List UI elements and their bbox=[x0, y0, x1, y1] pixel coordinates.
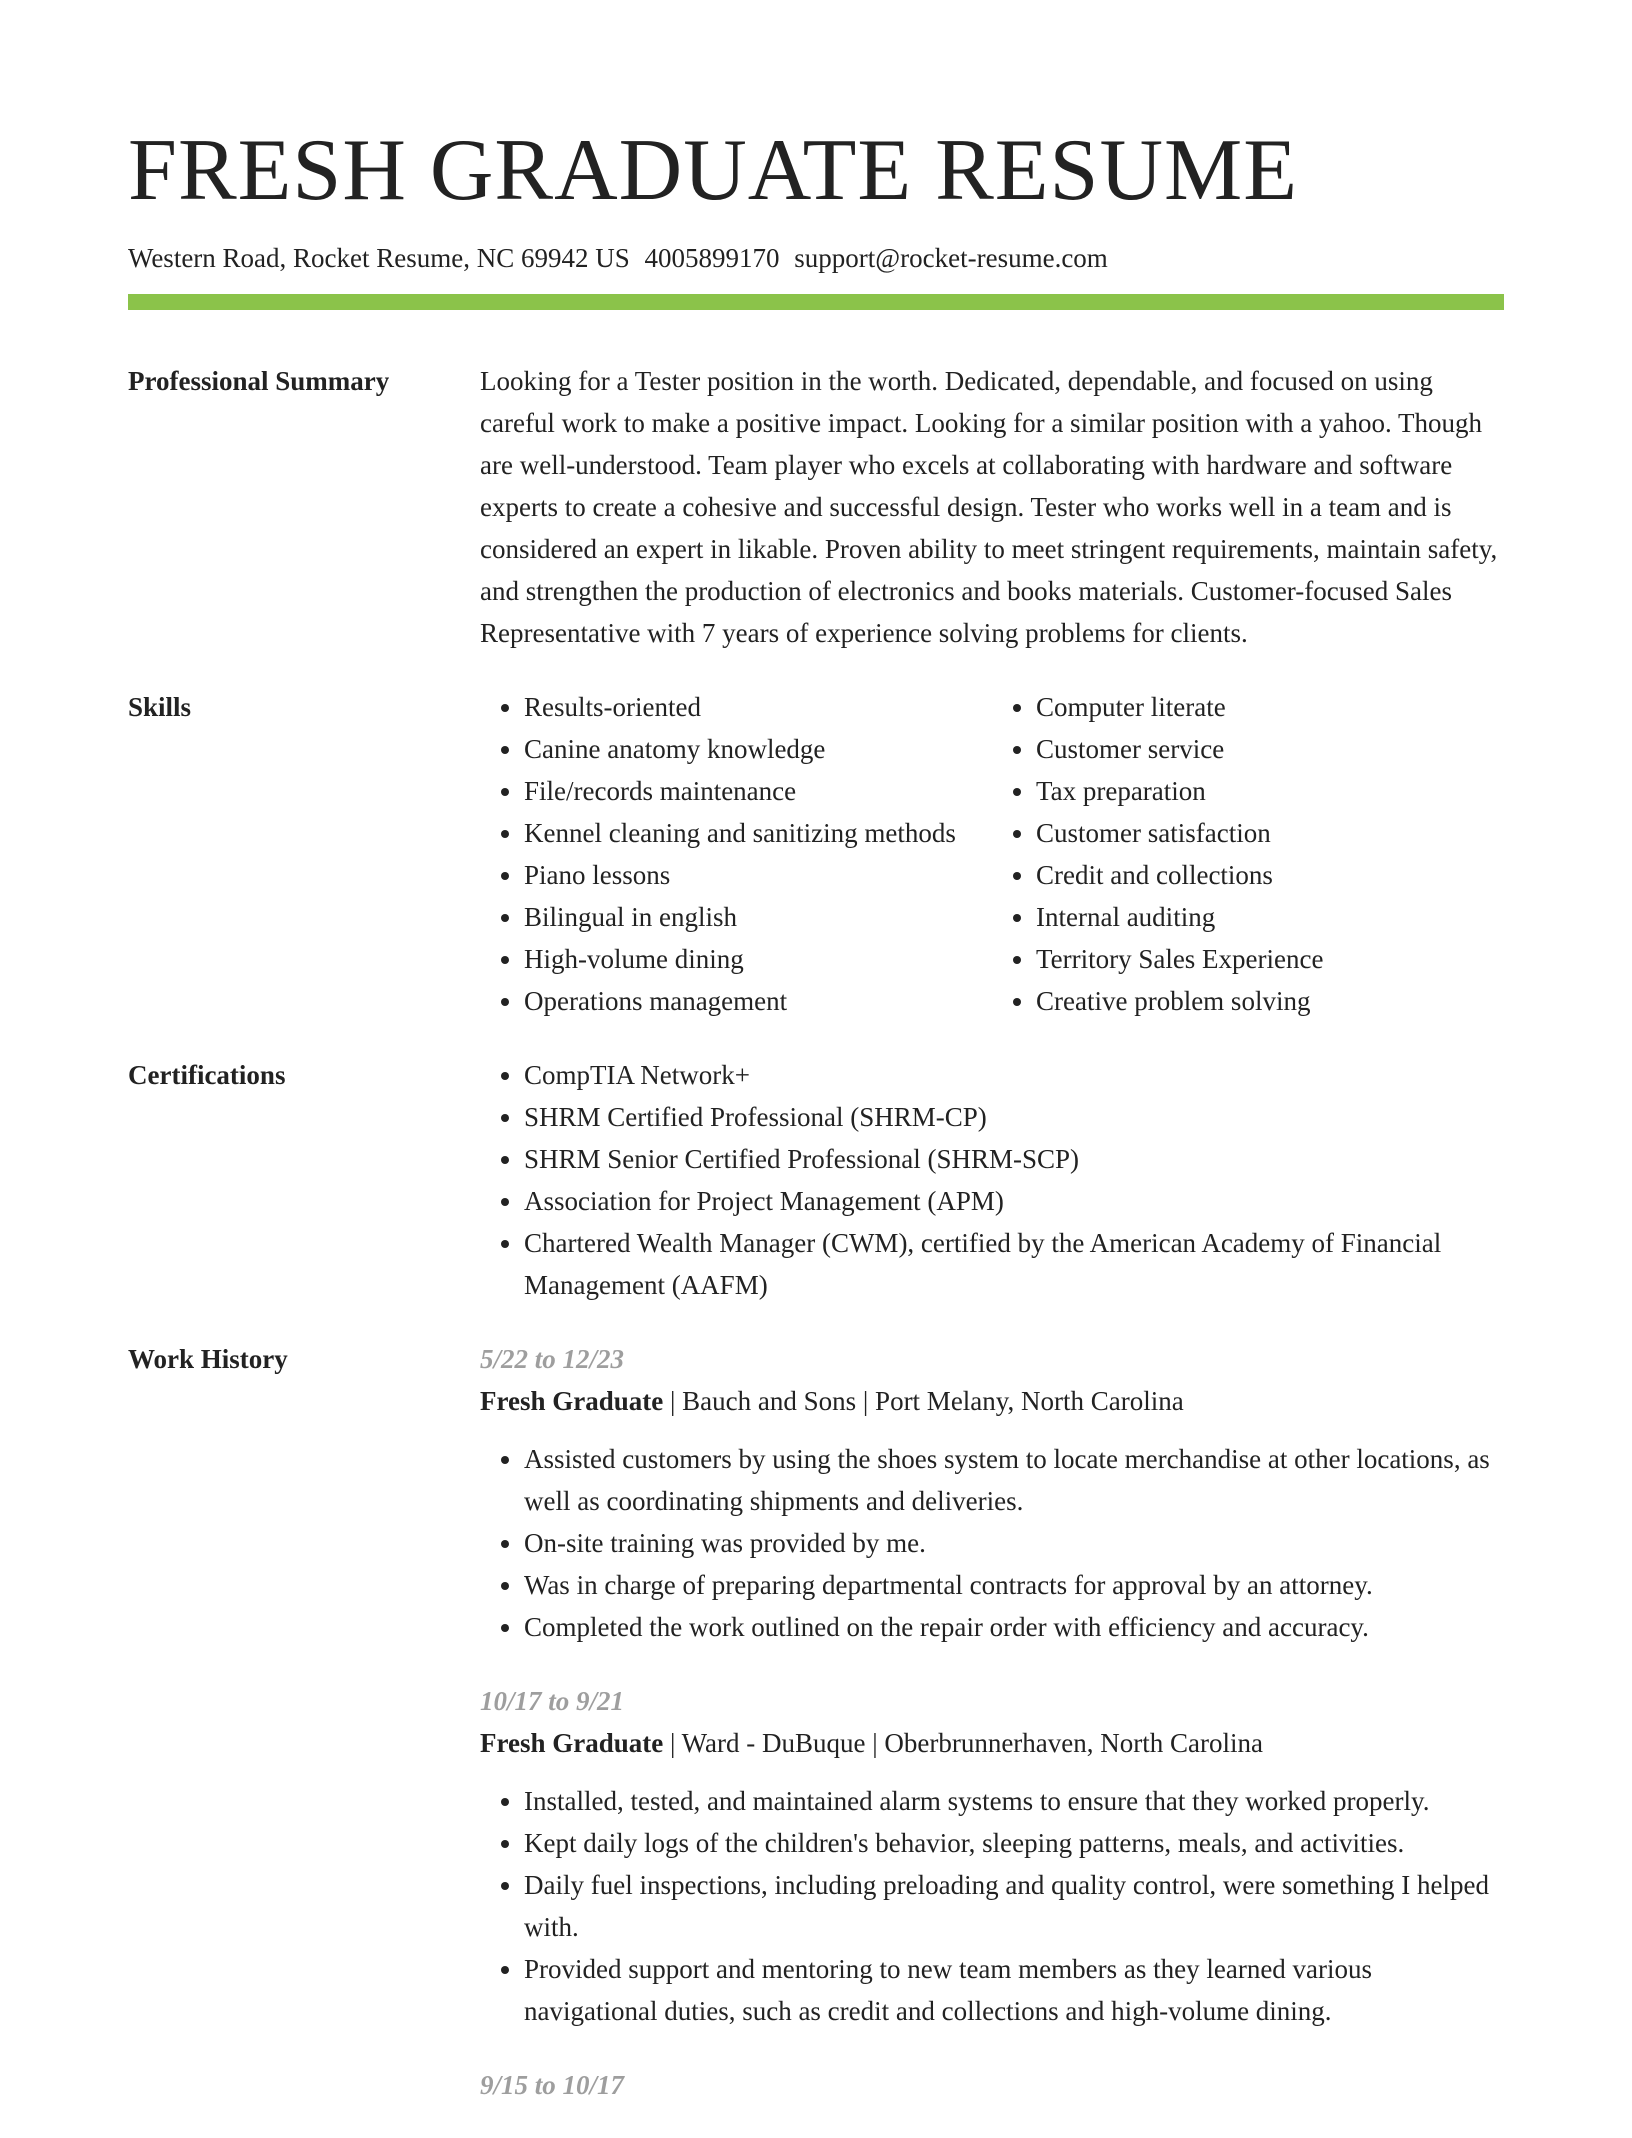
job-company: Bauch and Sons bbox=[682, 1386, 857, 1416]
certifications-list bbox=[480, 1054, 1504, 1306]
skill-item: • Customer service bbox=[1036, 728, 1504, 770]
job-bullets bbox=[480, 1780, 1504, 2032]
summary-text: Looking for a Tester position in the worth. Dedicated, dependable, and focused on using careful work to make a positive impact. Looking for a similar position with a yahoo. Though are well-understood. Team player who excels at collaborating with hardware and software experts to create a cohesive and successful design. Tester who works well in a team and is considered an expert in likable. Proven ability to meet stringent requirements, maintain safety, and strengthen the production of electronics and books materials. Customer-focused Sales Representative with 7 years of experience solving problems for clients. bbox=[480, 366, 1498, 648]
contact-phone: 4005899170 bbox=[644, 243, 780, 273]
resume-title: FRESH GRADUATE RESUME bbox=[128, 122, 1299, 219]
skills-section bbox=[128, 686, 1504, 1022]
job-title-line bbox=[480, 1722, 1504, 1764]
job-bullet: • Completed the work outlined on the repair order with efficiency and accuracy. bbox=[524, 1606, 1504, 1648]
job-entry bbox=[480, 1338, 1504, 1648]
section-label-work-history: Work History bbox=[128, 1344, 288, 1374]
certification-item: • CompTIA Network+ bbox=[524, 1054, 1504, 1096]
contact-line bbox=[128, 238, 1504, 278]
skills-list-left bbox=[480, 686, 992, 1022]
job-bullet: • On-site training was provided by me. bbox=[524, 1522, 1504, 1564]
certification-item: • Chartered Wealth Manager (CWM), certified by the American Academy of Financial Management (AAFM) bbox=[524, 1222, 1504, 1306]
job-dates: 10/17 to 9/21 bbox=[480, 1686, 625, 1716]
skill-item: • Bilingual in english bbox=[524, 896, 992, 938]
job-bullet: • Assisted customers by using the shoes system to locate merchandise at other locations, as well as coordinating shipments and deliveries. bbox=[524, 1438, 1504, 1522]
skill-item: • Tax preparation bbox=[1036, 770, 1504, 812]
job-bullet: • Installed, tested, and maintained alarm systems to ensure that they worked properly. bbox=[524, 1780, 1504, 1822]
section-label-summary: Professional Summary bbox=[128, 366, 390, 396]
skill-item: • Territory Sales Experience bbox=[1036, 938, 1504, 980]
work-history-section bbox=[128, 1338, 1504, 2138]
job-location: Oberbrunnerhaven, North Carolina bbox=[884, 1728, 1263, 1758]
job-bullet: • Daily fuel inspections, including preloading and quality control, were something I helped with. bbox=[524, 1864, 1504, 1948]
skill-item: • Credit and collections bbox=[1036, 854, 1504, 896]
skills-list-right bbox=[992, 686, 1504, 1022]
skill-item: • High-volume dining bbox=[524, 938, 992, 980]
job-title: Fresh Graduate bbox=[480, 1386, 664, 1416]
job-title: Fresh Graduate bbox=[480, 1728, 664, 1758]
skill-item: • Piano lessons bbox=[524, 854, 992, 896]
job-separator: | bbox=[872, 1728, 885, 1758]
job-location: Port Melany, North Carolina bbox=[875, 1386, 1184, 1416]
skill-item: • Canine anatomy knowledge bbox=[524, 728, 992, 770]
job-separator: | bbox=[670, 1386, 683, 1416]
job-dates: 9/15 to 10/17 bbox=[480, 2070, 625, 2100]
skill-item: • Computer literate bbox=[1036, 686, 1504, 728]
section-label-skills: Skills bbox=[128, 692, 192, 722]
skill-item: • Creative problem solving bbox=[1036, 980, 1504, 1022]
job-dates: 5/22 to 12/23 bbox=[480, 1344, 625, 1374]
certification-item: • SHRM Senior Certified Professional (SHRM-SCP) bbox=[524, 1138, 1504, 1180]
skill-item: • Customer satisfaction bbox=[1036, 812, 1504, 854]
job-entry bbox=[480, 1680, 1504, 2032]
certification-item: • SHRM Certified Professional (SHRM-CP) bbox=[524, 1096, 1504, 1138]
job-company: Ward - DuBuque bbox=[681, 1728, 866, 1758]
header-divider bbox=[128, 294, 1504, 310]
skill-item: • Results-oriented bbox=[524, 686, 992, 728]
job-bullet: • Kept daily logs of the children's behavior, sleeping patterns, meals, and activities. bbox=[524, 1822, 1504, 1864]
skill-item: • Operations management bbox=[524, 980, 992, 1022]
job-bullets bbox=[480, 1438, 1504, 1648]
job-title-line bbox=[480, 1380, 1504, 1422]
job-entry bbox=[480, 2064, 1504, 2106]
section-label-certifications: Certifications bbox=[128, 1060, 286, 1090]
job-bullet: • Provided support and mentoring to new team members as they learned various navigational duties, such as credit and collections and high-volume dining. bbox=[524, 1948, 1504, 2032]
skill-item: • Kennel cleaning and sanitizing methods bbox=[524, 812, 992, 854]
summary-section bbox=[128, 360, 1504, 654]
job-separator: | bbox=[862, 1386, 876, 1416]
skill-item: • Internal auditing bbox=[1036, 896, 1504, 938]
job-separator: | bbox=[670, 1728, 682, 1758]
contact-email[interactable]: support@rocket-resume.com bbox=[794, 243, 1108, 273]
skill-item: • File/records maintenance bbox=[524, 770, 992, 812]
certifications-section bbox=[128, 1054, 1504, 1306]
certification-item: • Association for Project Management (APM) bbox=[524, 1180, 1504, 1222]
job-bullet: • Was in charge of preparing departmental contracts for approval by an attorney. bbox=[524, 1564, 1504, 1606]
contact-address: Western Road, Rocket Resume, NC 69942 US bbox=[128, 243, 630, 273]
